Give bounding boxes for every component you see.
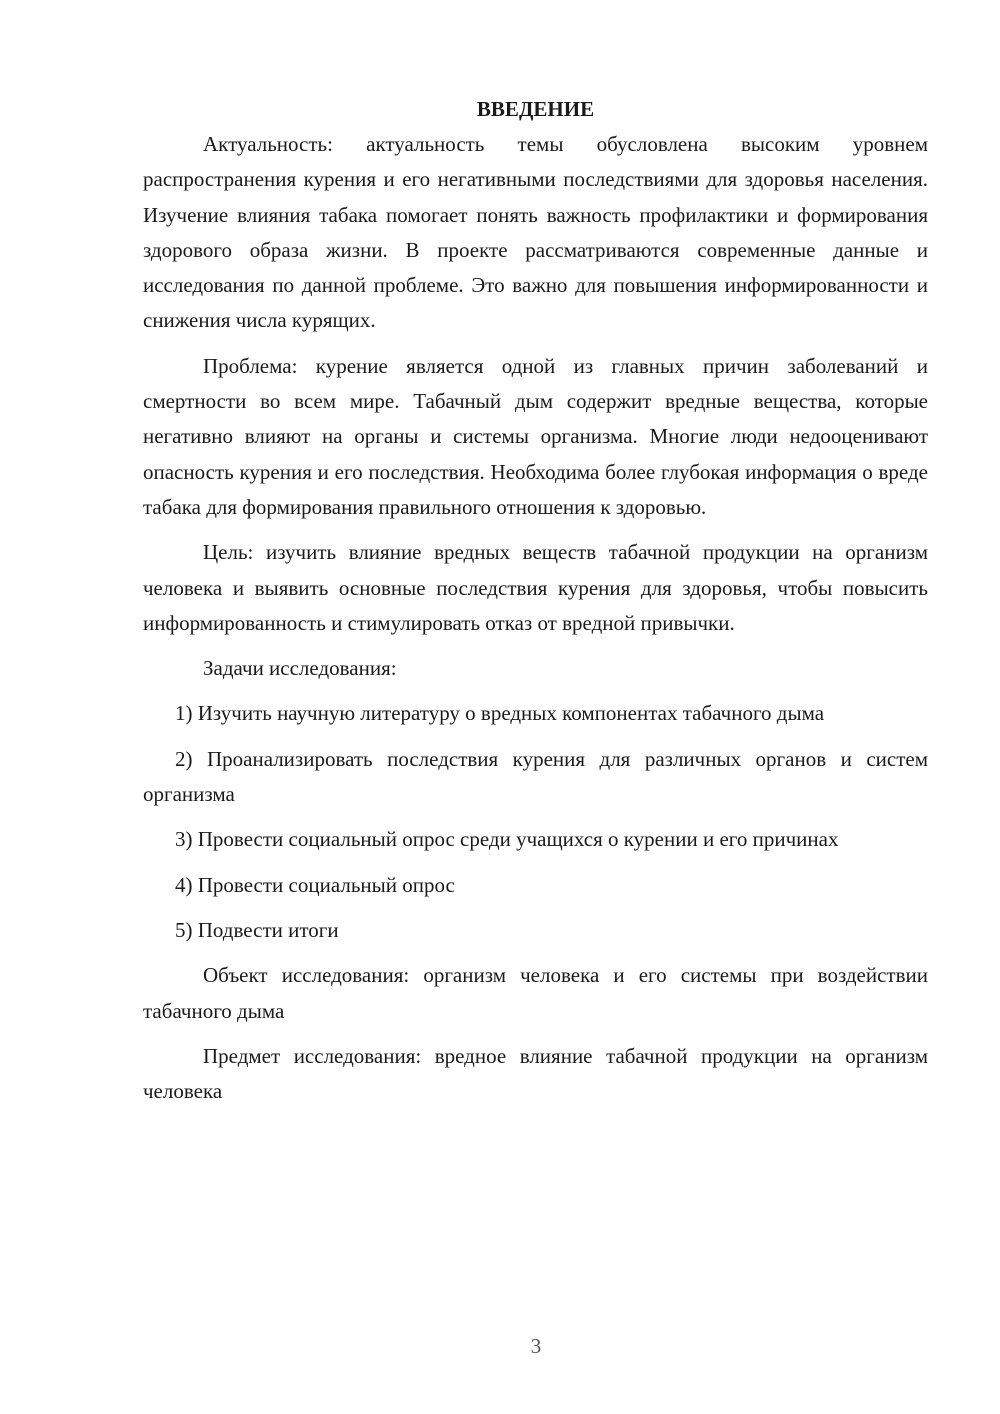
page-content bbox=[143, 92, 928, 1109]
task-item-4: 4) Провести социальный опрос bbox=[175, 872, 455, 897]
paragraph-goal: Цель: изучить влияние вредных веществ табачной продукции на организм человека и выявить основные последствия курения для здоровья, чтобы повысить информированность и стимулировать отказ от вредной привычки. bbox=[143, 540, 928, 635]
paragraph-object: Объект исследования: организм человека и его системы при воздействии табачного дыма bbox=[143, 963, 928, 1023]
task-item-5: 5) Подвести итоги bbox=[175, 917, 339, 942]
page-title: ВВЕДЕНИЕ bbox=[476, 97, 595, 121]
page-number: 3 bbox=[530, 1334, 542, 1358]
paragraph-subject: Предмет исследования: вредное влияние табачной продукции на организм человека bbox=[143, 1043, 928, 1104]
task-item-1: 1) Изучить научную литературу о вредных компонентах табачного дыма bbox=[175, 701, 825, 726]
task-item-3: 3) Провести социальный опрос среди учащихся о курении и его причинах bbox=[175, 827, 839, 852]
paragraph-problem: Проблема: курение является одной из главных причин заболеваний и смертности во всем мире. Табачный дым содержит вредные вещества, которые негативно влияют на органы и системы организма. Многие люди недооценивают опасность курения и его последствия. Необходима более глубокая информация о вреде табака для формирования правильного отношения к здоровью. bbox=[143, 353, 928, 519]
paragraph-relevance: Актуальность: актуальность темы обусловлена высоким уровнем распространения курения и его негативными последствиями для здоровья населения. Изучение влияния табака помогает понять важность профилактики и формирования здорового образа жизни. В проекте рассматриваются современные данные и исследования по данной проблеме. Это важно для повышения информированности и снижения числа курящих. bbox=[143, 132, 928, 333]
task-item-2: 2) Проанализировать последствия курения для различных органов и систем организма bbox=[143, 746, 928, 807]
tasks-heading: Задачи исследования: bbox=[203, 656, 397, 681]
